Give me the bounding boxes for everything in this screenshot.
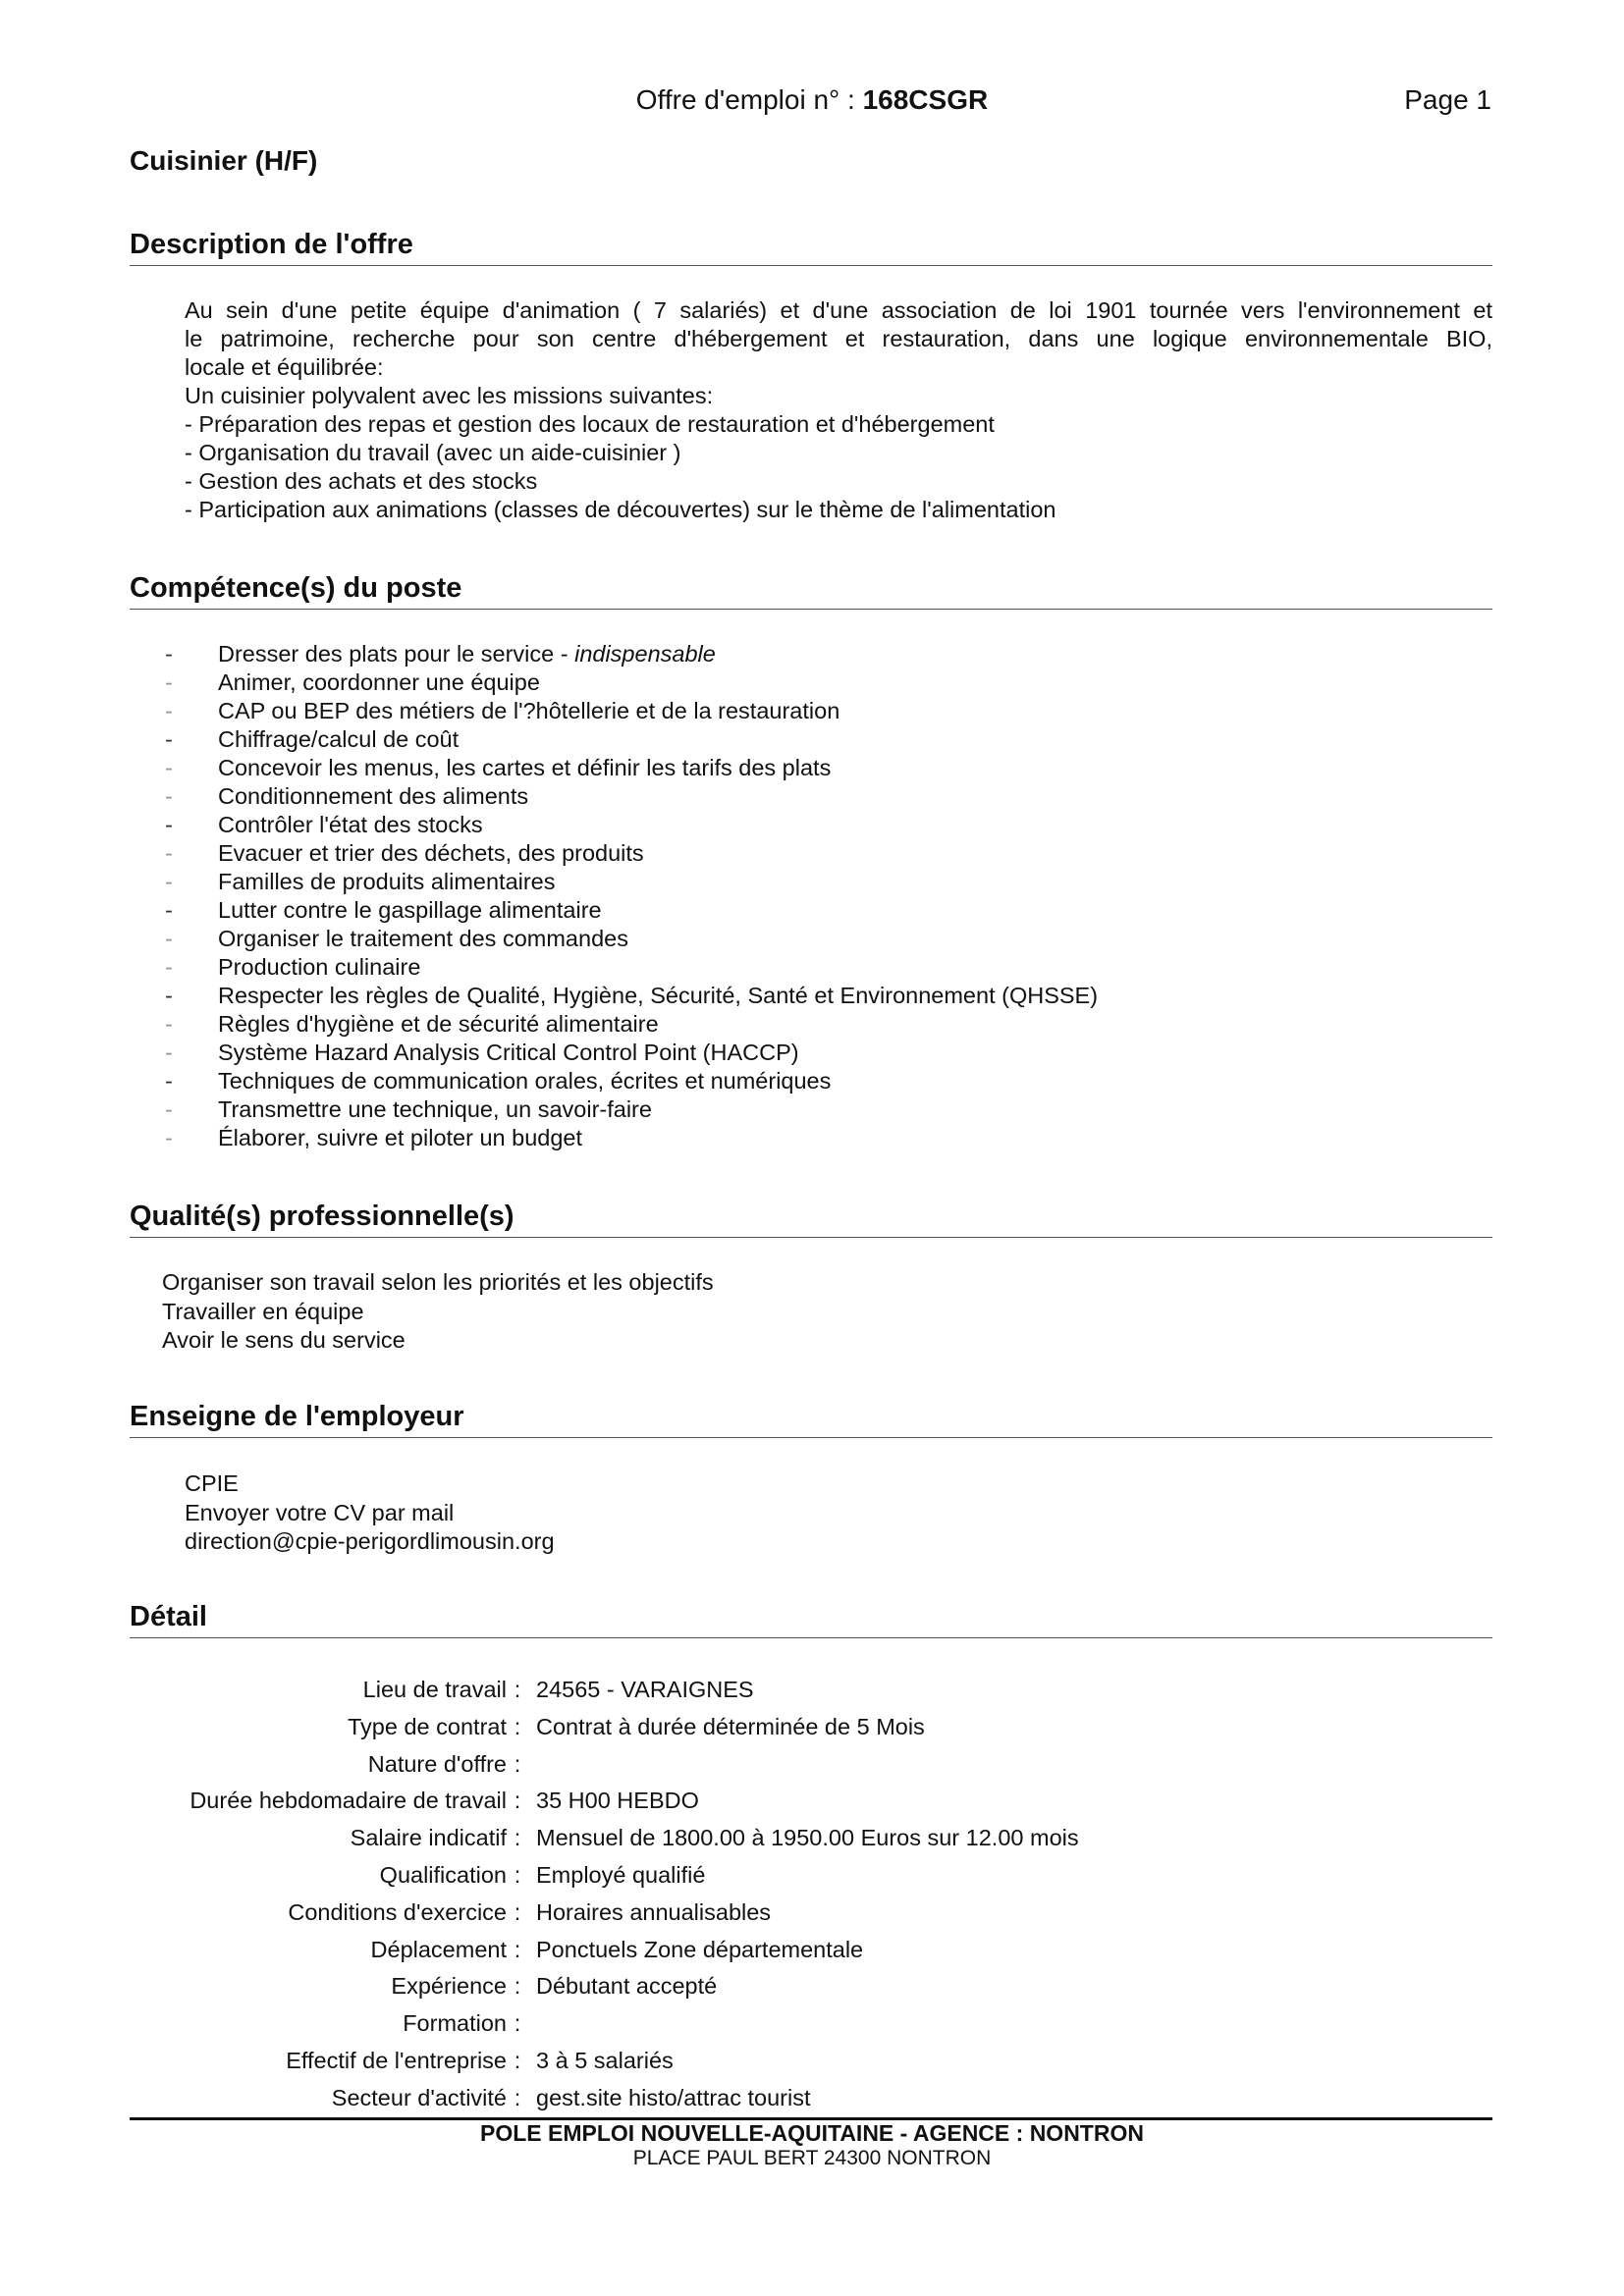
detail-row: Lieu de travail : 24565 - VARAIGNES	[130, 1677, 1079, 1714]
competences-section	[130, 569, 1492, 610]
qualites-list	[162, 1268, 714, 1356]
detail-value: 24565 - VARAIGNES	[536, 1677, 754, 1702]
bullet: -	[165, 1068, 173, 1094]
detail-value: Horaires annualisables	[536, 1898, 772, 1925]
qualites-heading: Qualité(s) professionnelle(s)	[130, 1198, 1492, 1238]
qualite-item: Travailler en équipe	[162, 1298, 364, 1324]
competence-item: - Familles de produits alimentaires	[165, 869, 556, 894]
detail-label: Conditions d'exercice	[288, 1898, 507, 1925]
description-line: - Préparation des repas et gestion des locaux de restauration et d'hébergement	[185, 411, 995, 437]
detail-value: Contrat à durée déterminée de 5 Mois	[536, 1713, 925, 1739]
footer-agency: POLE EMPLOI NOUVELLE-AQUITAINE - AGENCE : NONTRON	[480, 2120, 1144, 2146]
bullet: -	[165, 954, 173, 980]
qualites-section	[130, 1198, 1492, 1238]
bullet: -	[165, 983, 173, 1008]
bullet: -	[165, 812, 173, 837]
detail-row: Nature d'offre :	[130, 1751, 1079, 1789]
description-line: - Gestion des achats et des stocks	[185, 468, 538, 494]
detail-row: Déplacement : Ponctuels Zone départementale	[130, 1937, 1079, 1974]
competence-item: - Élaborer, suivre et piloter un budget	[165, 1125, 583, 1150]
competence-item: - Dresser des plats pour le service - indispensable	[165, 641, 716, 667]
competence-item: - Système Hazard Analysis Critical Control Point (HACCP)	[165, 1040, 799, 1065]
offer-number: 168CSGR	[862, 84, 989, 115]
employer-name: CPIE	[185, 1470, 239, 1496]
competence-item: - Production culinaire	[165, 954, 421, 980]
detail-row: Type de contrat : Contrat à durée déterminée de 5 Mois	[130, 1714, 1079, 1751]
competence-item: - Chiffrage/calcul de coût	[165, 726, 460, 752]
detail-row: Conditions d'exercice : Horaires annualisables	[130, 1899, 1079, 1937]
detail-value: gest.site histo/attrac tourist	[536, 2084, 811, 2110]
competence-item: - Lutter contre le gaspillage alimentaire	[165, 897, 602, 923]
bullet: -	[165, 783, 173, 809]
detail-heading: Détail	[130, 1598, 1492, 1638]
detail-label: Formation	[403, 2010, 507, 2037]
detail-label: Secteur d'activité	[331, 2084, 507, 2110]
employeur-section	[130, 1398, 1492, 1438]
description-body	[185, 296, 1492, 524]
description-paragraph-line: le patrimoine, recherche pour son centre d'hébergement et restauration, dans une logique environnementale BIO,	[185, 326, 1492, 351]
detail-label: Nature d'offre	[367, 1750, 507, 1777]
competence-item: - Evacuer et trier des déchets, des produits	[165, 840, 644, 866]
description-paragraph-line: locale et équilibrée:	[185, 354, 384, 380]
competence-item: - Techniques de communication orales, écrites et numériques	[165, 1068, 832, 1094]
detail-label: Qualification	[379, 1861, 507, 1888]
detail-row: Effectif de l'entreprise : 3 à 5 salariés	[130, 2048, 1079, 2085]
offer-prefix: Offre d'emploi n° :	[635, 84, 863, 115]
competences-heading: Compétence(s) du poste	[130, 569, 1492, 610]
detail-row: Durée hebdomadaire de travail : 35 H00 HEBDO	[130, 1788, 1079, 1825]
detail-label: Déplacement	[370, 1936, 507, 1962]
detail-value: Débutant accepté	[536, 1973, 718, 2000]
bullet: -	[165, 869, 173, 894]
competence-item: - CAP ou BEP des métiers de l'?hôtellerie et de la restauration	[165, 698, 840, 723]
detail-value: Mensuel de 1800.00 à 1950.00 Euros sur 12.00 mois	[536, 1825, 1079, 1851]
competence-item: - Organiser le traitement des commandes	[165, 926, 628, 951]
bullet: -	[165, 1125, 173, 1150]
detail-row: Formation :	[130, 2010, 1079, 2048]
competence-item: - Respecter les règles de Qualité, Hygiène, Sécurité, Santé et Environnement (QHSSE)	[165, 983, 1099, 1008]
competence-item: - Règles d'hygiène et de sécurité alimentaire	[165, 1011, 659, 1037]
detail-row: Expérience : Débutant accepté	[130, 1973, 1079, 2010]
description-line: Un cuisinier polyvalent avec les missions suivantes:	[185, 383, 714, 408]
detail-value: 3 à 5 salariés	[536, 2047, 674, 2073]
bullet: -	[165, 1096, 173, 1122]
detail-value: 35 H00 HEBDO	[536, 1788, 699, 1814]
detail-label: Salaire indicatif	[350, 1825, 507, 1851]
description-line: - Participation aux animations (classes de découvertes) sur le thème de l'alimentation	[185, 497, 1056, 522]
detail-label: Durée hebdomadaire de travail	[189, 1788, 507, 1814]
description-section	[130, 226, 1492, 266]
offer-header	[0, 84, 1624, 116]
bullet: -	[165, 840, 173, 866]
employeur-body	[185, 1469, 555, 1557]
competence-emphasis: indispensable	[574, 641, 716, 667]
competence-item: - Contrôler l'état des stocks	[165, 812, 483, 837]
competence-item: - Transmettre une technique, un savoir-faire	[165, 1096, 652, 1122]
competence-item: - Concevoir les menus, les cartes et définir les tarifs des plats	[165, 755, 832, 780]
detail-row: Salaire indicatif : Mensuel de 1800.00 à 1950.00 Euros sur 12.00 mois	[130, 1825, 1079, 1862]
employeur-heading: Enseigne de l'employeur	[130, 1398, 1492, 1438]
bullet: -	[165, 669, 173, 695]
description-paragraph-line: Au sein d'une petite équipe d'animation ( 7 salariés) et d'une association de loi 1901 tournée vers l'environnement et	[185, 297, 1492, 323]
bullet: -	[165, 755, 173, 780]
page-number: Page 1	[1404, 84, 1491, 115]
bullet: -	[165, 1040, 173, 1065]
detail-row: Secteur d'activité : gest.site histo/attrac tourist	[130, 2085, 1079, 2122]
competences-list	[165, 640, 1098, 1152]
detail-table	[130, 1677, 1079, 2122]
job-title: Cuisinier (H/F)	[130, 145, 318, 176]
detail-section	[130, 1598, 1492, 1638]
qualite-item: Organiser son travail selon les priorités et les objectifs	[162, 1269, 714, 1295]
detail-label: Expérience	[391, 1973, 507, 2000]
bullet: -	[165, 698, 173, 723]
detail-value: Employé qualifié	[536, 1861, 706, 1888]
qualite-item: Avoir le sens du service	[162, 1327, 406, 1353]
detail-value: Ponctuels Zone départementale	[536, 1936, 864, 1962]
description-line: - Organisation du travail (avec un aide-cuisinier )	[185, 440, 681, 465]
footer-address: PLACE PAUL BERT 24300 NONTRON	[632, 2147, 992, 2169]
bullet: -	[165, 641, 173, 667]
competence-item: - Conditionnement des aliments	[165, 783, 529, 809]
bullet: -	[165, 926, 173, 951]
bullet: -	[165, 897, 173, 923]
employer-email: direction@cpie-perigordlimousin.org	[185, 1528, 555, 1554]
description-heading: Description de l'offre	[130, 226, 1492, 266]
competence-item: - Animer, coordonner une équipe	[165, 669, 540, 695]
detail-label: Type de contrat	[348, 1713, 507, 1739]
detail-label: Lieu de travail	[362, 1677, 507, 1702]
bullet: -	[165, 1011, 173, 1037]
detail-row: Qualification : Employé qualifié	[130, 1862, 1079, 1899]
employer-instruction: Envoyer votre CV par mail	[185, 1499, 455, 1525]
bullet: -	[165, 726, 173, 752]
detail-label: Effectif de l'entreprise	[286, 2047, 507, 2073]
